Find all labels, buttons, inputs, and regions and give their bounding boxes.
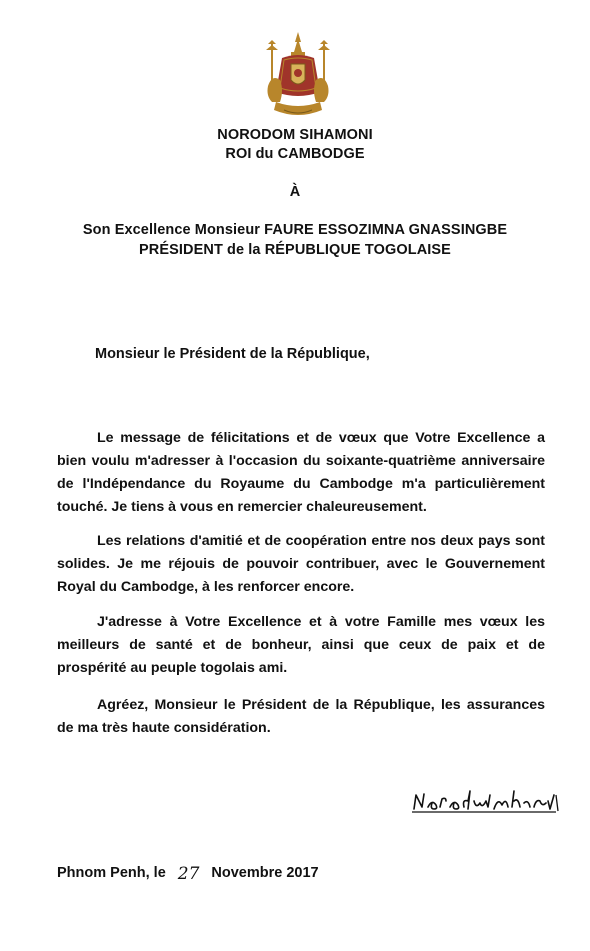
sender-name: NORODOM SIHAMONI bbox=[217, 127, 373, 143]
paragraph-1: Le message de félicitations et de vœux que Votre Excellence a bien voulu m'adresser à l'occasion du soixante-quatrième anniversaire de l'Indépendance du Royaume du Cambodge m'a particulièrement touché. Je tiens à vous en remercier chaleureusement. bbox=[57, 430, 545, 515]
to-word: À bbox=[289, 184, 301, 200]
sender-title: ROI du CAMBODGE bbox=[225, 146, 365, 162]
salutation: Monsieur le Président de la République, bbox=[95, 346, 370, 362]
recipient-name: Son Excellence Monsieur FAURE ESSOZIMNA GNASSINGBE bbox=[82, 222, 508, 238]
handwritten-signature bbox=[410, 783, 560, 815]
paragraph-2: Les relations d'amitié et de coopération entre nos deux pays sont solides. Je me réjouis de pouvoir contribuer, avec le Gouvernement Royal du Cambodge, à les renforcer encore. bbox=[57, 533, 545, 595]
place: Phnom Penh, le bbox=[57, 865, 166, 881]
recipient-title: PRÉSIDENT de la RÉPUBLIQUE TOGOLAISE bbox=[139, 242, 451, 258]
handwritten-day: 27 bbox=[177, 864, 200, 884]
paragraph-4: Agréez, Monsieur le Président de la République, les assurances de ma très haute considération. bbox=[57, 697, 545, 736]
royal-coat-of-arms-icon bbox=[258, 30, 338, 122]
place-date bbox=[57, 862, 319, 882]
month-year: Novembre 2017 bbox=[211, 865, 319, 881]
paragraph-3: J'adresse à Votre Excellence et à votre Famille mes vœux les meilleurs de santé et de bonheur, ainsi que ceux de paix et de prospérité au peuple togolais ami. bbox=[57, 614, 545, 676]
